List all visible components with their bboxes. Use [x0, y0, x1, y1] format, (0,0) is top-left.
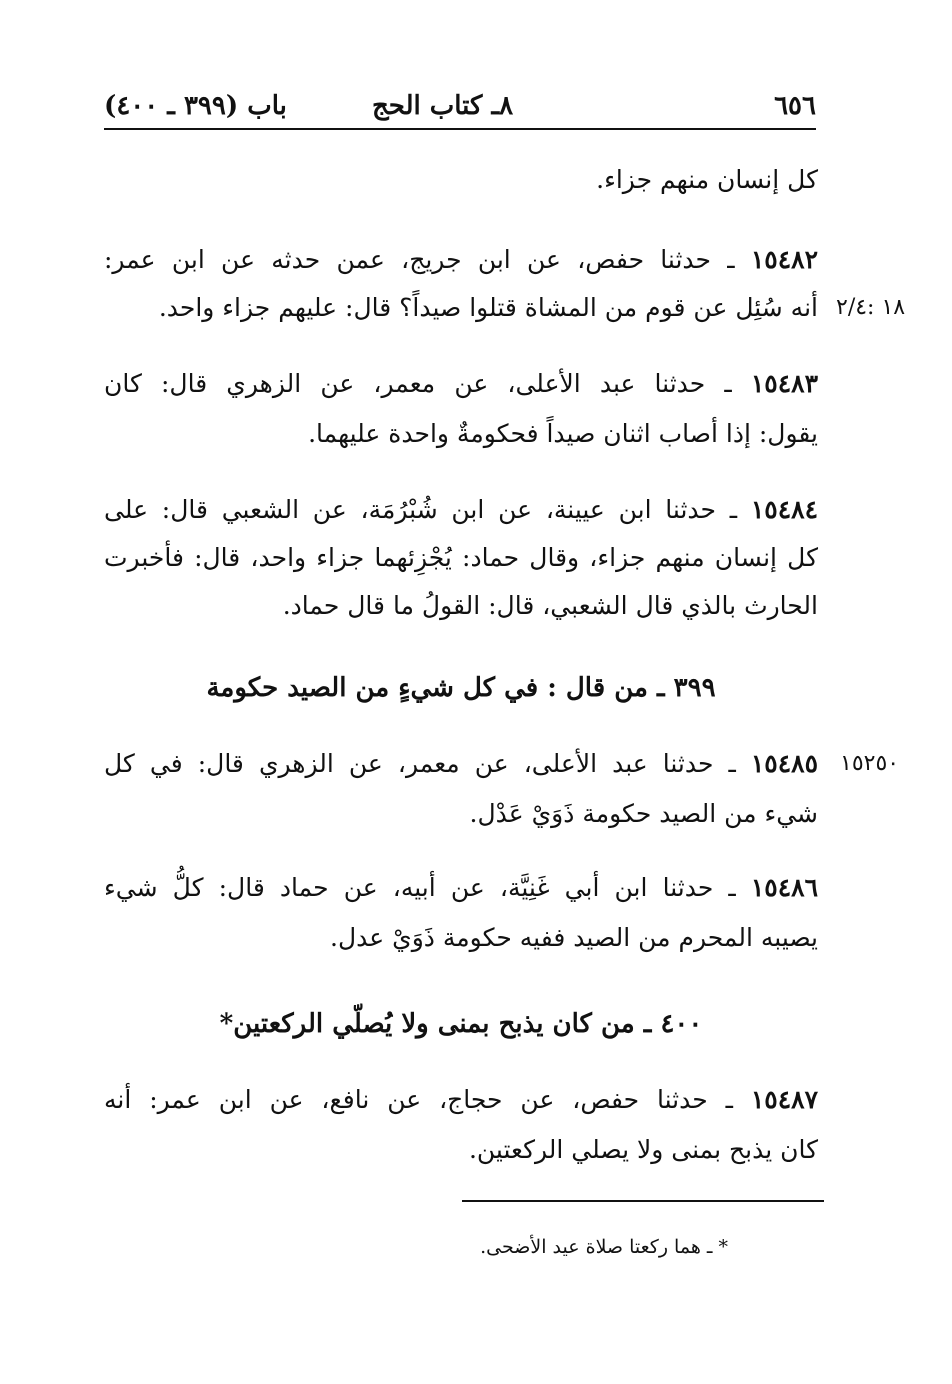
hadith-number: ١٥٤٨٧	[750, 1085, 818, 1114]
footnote: * ـ هما ركعتا صلاة عيد الأضحى.	[480, 1236, 728, 1258]
hadith-text: ـ حدثنا ابن عيينة، عن ابن شُبْرُمَة، عن الشعبي قال: على	[104, 495, 738, 524]
hadith-15483-line-2: يقول: إذا أصاب اثنان صيداً فحكومةٌ واحدة عليهما.	[308, 419, 818, 448]
hadith-15486-line-2: يصيبه المحرم من الصيد ففيه حكومة ذَوَيْ عدل.	[330, 923, 818, 952]
hadith-text: ـ حدثنا عبد الأعلى، عن معمر، عن الزهري قال: في كل	[104, 749, 736, 778]
hadith-number: ١٥٤٨٢	[750, 245, 819, 274]
hadith-text: ـ حدثنا حفص، عن ابن جريج، عمن حدثه عن ابن عمر:	[104, 245, 735, 274]
hadith-number: ١٥٤٨٥	[750, 749, 819, 778]
page-number: ٦٥٦	[774, 91, 816, 121]
book-title: ٨ـ كتاب الحج	[372, 91, 514, 121]
hadith-15482-line-2: أنه سُئِل عن قوم من المشاة قتلوا صيداً؟ قال: عليهم جزاء واحد.	[158, 293, 818, 322]
section-heading-399: ٣٩٩ ـ من قال : في كل شيءٍ من الصيد حكومة	[206, 673, 716, 703]
hadith-15484-line-3: الحارث بالذي قال الشعبي، قال: القولُ ما قال حماد.	[282, 591, 818, 620]
section-heading-400: ٤٠٠ ـ من كان يذبح بمنى ولا يُصلّي الركعتين*	[219, 1009, 703, 1039]
hadith-15484-line-2: كل إنسان منهم جزاء، وقال حماد: يُجْزِئهما جزاء واحد، قال: فأخبرت	[104, 543, 818, 572]
header-rule	[104, 128, 816, 130]
hadith-15487-line-1	[104, 1080, 818, 1120]
hadith-15484-line-1	[104, 490, 818, 530]
hadith-number: ١٥٤٨٦	[750, 873, 819, 902]
hadith-15487-line-2: كان يذبح بمنى ولا يصلي الركعتين.	[468, 1135, 818, 1164]
margin-reference: ١٨ :٢/٤	[836, 295, 906, 320]
hadith-text: ـ حدثنا عبد الأعلى، عن معمر، عن الزهري قال: كان	[104, 369, 732, 398]
text-line: كل إنسان منهم جزاء.	[596, 165, 818, 194]
hadith-15482-line-1	[104, 240, 818, 280]
hadith-text: ـ حدثنا حفص، عن حجاج، عن نافع، عن ابن عمر: أنه	[104, 1085, 733, 1114]
hadith-15485-line-2: شيء من الصيد حكومة ذَوَيْ عَدْل.	[469, 799, 818, 828]
chapter-range: باب (٣٩٩ ـ ٤٠٠)	[104, 91, 287, 121]
hadith-number: ١٥٤٨٤	[750, 495, 818, 524]
margin-reference: ١٥٢٥٠	[840, 751, 900, 776]
hadith-15483-line-1	[104, 364, 818, 404]
hadith-15485-line-1	[104, 744, 818, 784]
hadith-number: ١٥٤٨٣	[750, 369, 818, 398]
hadith-15486-line-1	[104, 868, 818, 908]
footnote-rule	[462, 1200, 824, 1202]
hadith-text: ـ حدثنا ابن أبي غَنِيَّة، عن أبيه، عن حماد قال: كلُّ شيء	[104, 873, 736, 902]
